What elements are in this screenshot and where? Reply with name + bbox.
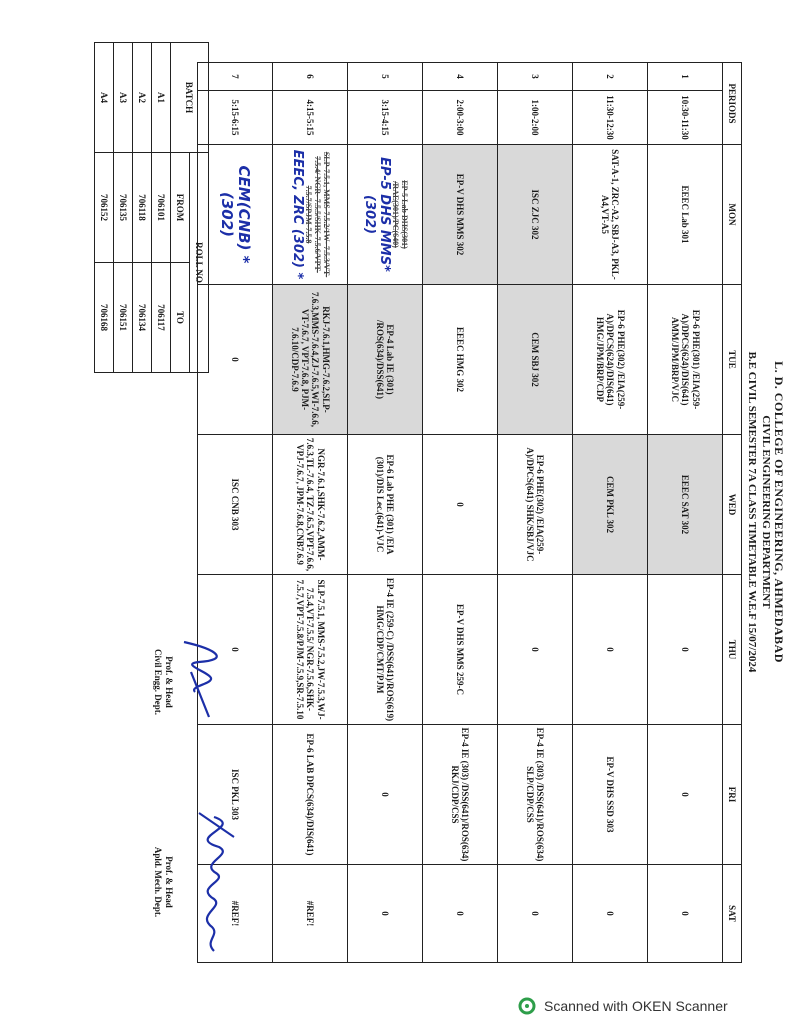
batch-name: A1 [152,43,171,153]
cell-wed: EEEC SAT 302 [648,435,723,575]
roll-to: 706134 [133,263,152,373]
cell-mon: EP-V DHS MMS 302 [423,145,498,285]
table-row [133,43,152,373]
table-row [348,63,423,963]
oken-logo-icon [518,997,536,1015]
timetable-table [197,62,742,963]
cell-fri: EP-V DHS SSD 303 [573,725,648,865]
period-time: 4:15-5:15 [273,91,348,145]
cell-tue: RKJ-7.6.1,HMG-7.6.2,SLP-7.6.3,MMS-7.6.4,ZJ-7.6.5,WI-7.6.6, VT-7.6.7, VPT-7.6.8, PJM-7.6.10/CDP-7.6.9 [273,285,348,435]
cell-mon [273,145,348,285]
cell-tue: EP-6 PHE(302) /EIA(259-A)/DPCS(624)/DIS(641) HMG/JPM/BRP/CDP [573,285,648,435]
batch-header-row [190,43,209,373]
cell-sat: 0 [498,865,573,963]
cell-tue: 0 [198,285,273,435]
header-thu: THU [723,575,742,725]
cell-wed: ISC CNB 303 [198,435,273,575]
table-row [273,63,348,963]
table-row [152,43,171,373]
signature-dept: Apld. Mech. Dept. [152,846,163,918]
table-row [114,43,133,373]
header-wed: WED [723,435,742,575]
period-number: 2 [573,63,648,91]
college-title: L. D. COLLEGE OF ENGINEERING, AHMEDABAD [772,361,786,663]
period-time: 11:30-12:30 [573,91,648,145]
cell-fri-text: ISC PKL 303 [230,769,241,821]
header-periods: PERIODS [723,63,742,145]
batch-table [94,42,209,373]
cell-mon [348,145,423,285]
to-label: TO [171,263,190,373]
period-number: 4 [423,63,498,91]
table-row [498,63,573,963]
signature-mech-head [174,807,254,957]
cell-sat: #REF! [273,865,348,963]
cell-wed: 0 [423,435,498,575]
from-label: FROM [171,153,190,263]
period-number: 7 [198,63,273,91]
cell-sat: 0 [348,865,423,963]
struck-entry: EP-5 Lab DHS(301) /RAE(301)/PC(640) [390,180,410,249]
header-mon: MON [723,145,742,285]
timetable-sheet [94,62,786,962]
cell-thu: 0 [648,575,723,725]
roll-to: 706117 [152,263,171,373]
scanner-footer [518,993,768,1019]
signature-dept: Civil Engg. Dept. [152,648,163,715]
cell-mon: EEEC Lab 301 [648,145,723,285]
cell-thu: 0 [198,575,273,725]
department-title: CIVIL ENGINEERING DEPARTMENT [760,415,772,609]
cell-tue: EP-6 PHE(301) /EIA(259-A)/DPCS(624)/DIS(641) AMM/JPM/BRP/VJC [648,285,723,435]
roll-to: 706168 [95,263,114,373]
cell-thu: 0 [573,575,648,725]
cell-tue: EP-4 Lab IE (301) /ROS(634)/DSS(641) [348,285,423,435]
header-sat: SAT [723,865,742,963]
signature-block-civil [152,622,175,742]
period-time: 5:15-6:15 [198,91,273,145]
batch-name: A4 [95,43,114,153]
batch-title: BATCH [171,43,209,153]
cell-sat: #REF! [198,865,273,963]
table-row [95,43,114,373]
cell-sat: 0 [423,865,498,963]
cell-fri: EP-4 IE (303) /DSS(641)/ROS(634) SLP/CDP/CSS [498,725,573,865]
period-number: 5 [348,63,423,91]
cell-wed: NGR-7.6.1,SHK-7.6.2,AMM-7.6.3,TL-7.6.4, TZ-7.6.5,VPT-7.6.6, VPJ-7.6.7, JPM-7.6.8,CNB7.6.9 [273,435,348,575]
signature-block-mech [152,822,175,942]
cell-fri: EP-6 LAB DPCS(634)/DIS(641) [273,725,348,865]
batch-name: A2 [133,43,152,153]
cell-thu: SLP-7.5.1, MMS-7.5.2,JW-7.5.3,WJ-7.5.4,VT-7.5.5/ NGR-7.5.6,SHK-7.5.7,VPT-7.5.8/PJM-7.5.9,SR-7.5.10 [273,575,348,725]
cell-wed: CEM PKL 302 [573,435,648,575]
cell-tue: EEEC HMG 302 [423,285,498,435]
cell-thu: EP-4 IE (259-C) /DSS(641)/ROS(619) HMG/CDP/CMT/PJM [348,575,423,725]
period-number: 1 [648,63,723,91]
batch-name: A3 [114,43,133,153]
roll-from: 706152 [95,153,114,263]
handwritten-entry: EP-5 DHS MMS* (302) [361,157,392,272]
roll-from: 706101 [152,153,171,263]
cell-wed: EP-6 PHE(302) /EIA(259-A)/DPCS(641) SHK/SBJ/VJC [498,435,573,575]
table-header-row [723,63,742,963]
table-row [423,63,498,963]
roll-to: 706151 [114,263,133,373]
header-fri: FRI [723,725,742,865]
handwritten-entry: EEEC, ZRC (302) * [289,149,305,280]
cell-thu: 0 [498,575,573,725]
scanner-text: Scanned with OKEN Scanner [544,998,728,1014]
table-row [648,63,723,963]
table-row [573,63,648,963]
header-tue: TUE [723,285,742,435]
cell-sat: 0 [648,865,723,963]
signature-civil-head [169,632,239,722]
cell-mon: SAT-A-1, ZRC-A2, SBJ-A3, PKL-A4,VT-A5 [573,145,648,285]
cell-tue: CEM SBJ 302 [498,285,573,435]
period-time: 10:30-11:30 [648,91,723,145]
roll-from: 706118 [133,153,152,263]
timetable-subtitle: B.E CIVIL SEMESTER 7A CLASS TIMETABLE W.E.F 15/07/2024 [746,351,758,673]
cell-mon: ISC ZJC 302 [498,145,573,285]
period-number: 6 [273,63,348,91]
cell-fri: 0 [648,725,723,865]
period-time: 1:00-2:00 [498,91,573,145]
roll-title: ROLL NO [190,153,209,373]
cell-thu: EP-V DHS MMS 259-C [423,575,498,725]
signature-title: Prof. & Head [164,656,174,708]
cell-fri: EP-4 IE (303) /DSS(641)/ROS(634) RKJ/CDP/CSS [423,725,498,865]
period-number: 3 [498,63,573,91]
struck-entry: SLP-7.5.1, MMS-7.5.2/1W- 7.5.3/VT-7.5.4/ NGR- 7.5.5/SHK-7.5.6/VPT- 7.5.7/SPJM-7.5.8 [303,151,332,278]
cell-sat: 0 [573,865,648,963]
period-time: 3:15-4:15 [348,91,423,145]
cell-wed: EP-6 Lab PHE (301) /EIA (301)/DIS Lec.(641)-VJC [348,435,423,575]
cell-fri: 0 [348,725,423,865]
handwritten-entry: CEM(CNB) * (302) [218,165,254,264]
signature-title: Prof. & Head [164,856,174,908]
roll-from: 706135 [114,153,133,263]
period-time: 2:00-3:00 [423,91,498,145]
